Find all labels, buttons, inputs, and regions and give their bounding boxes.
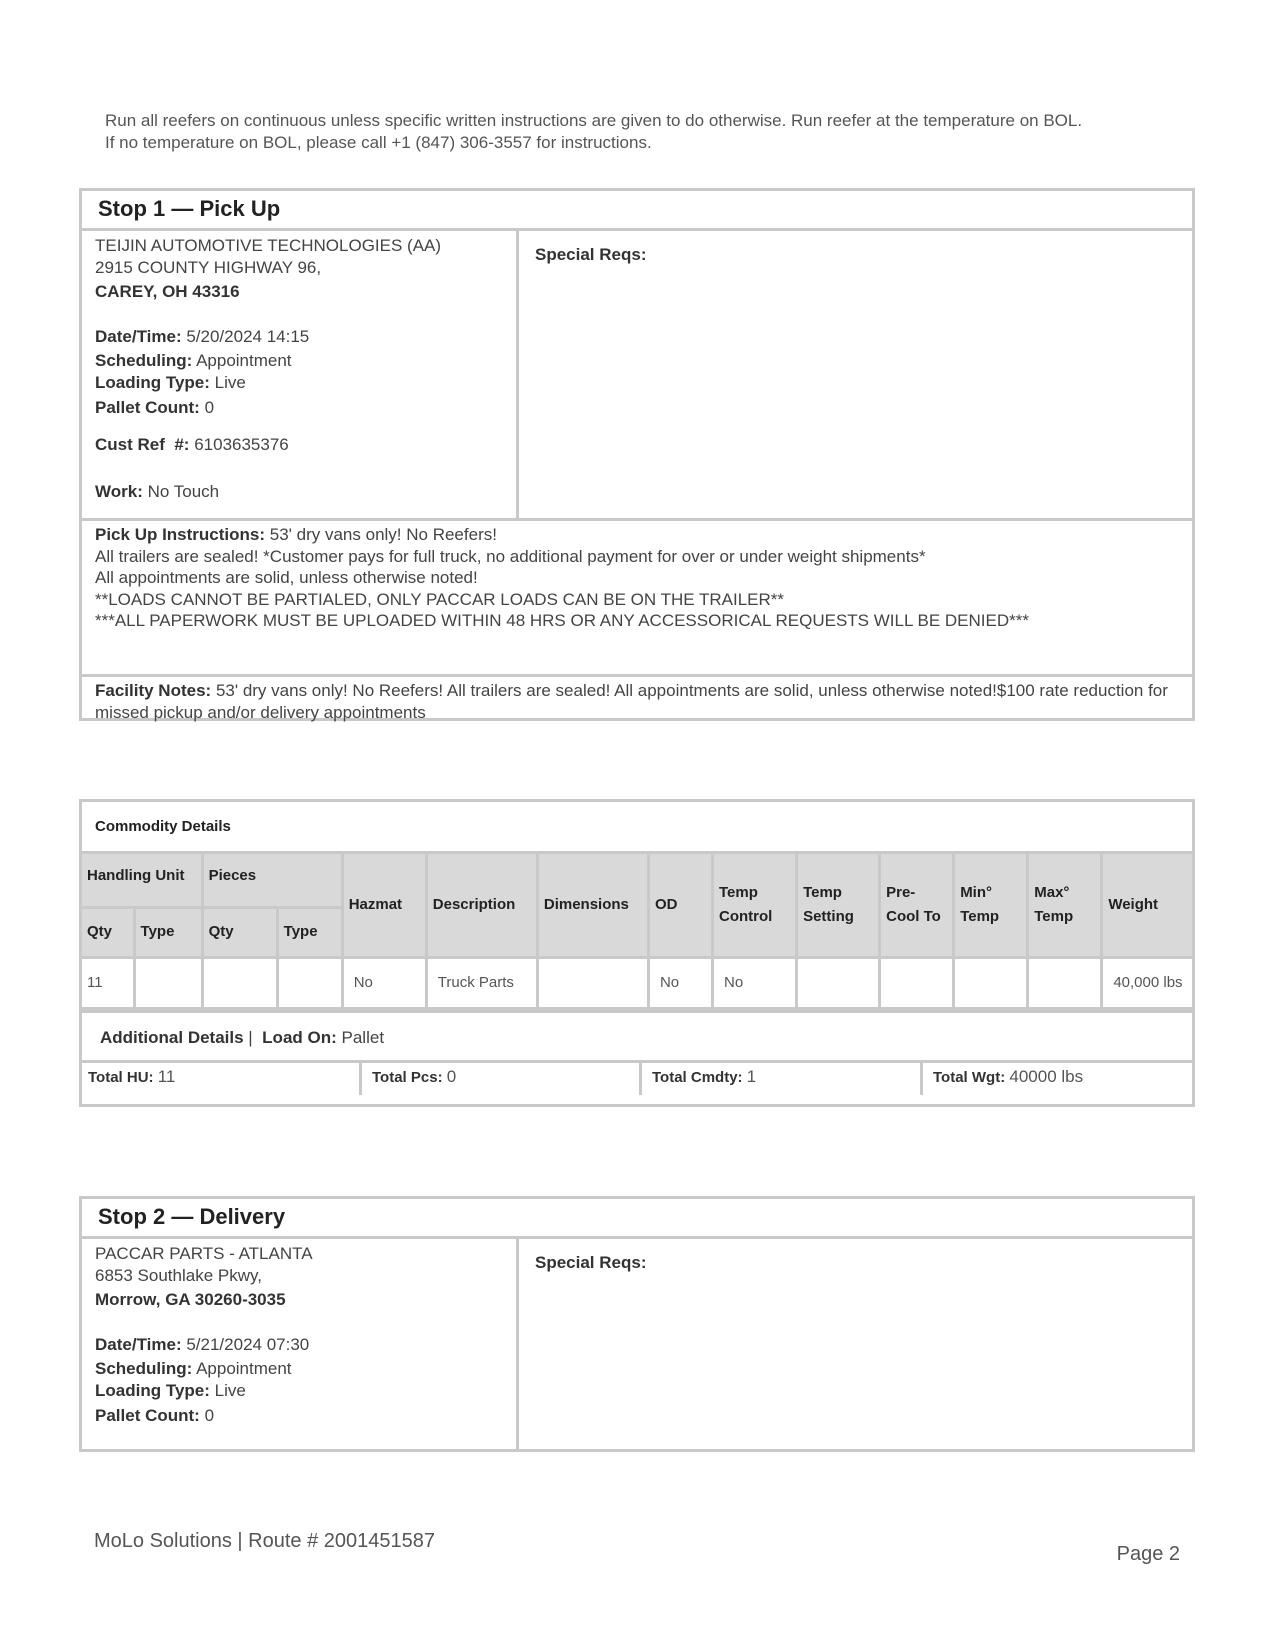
- load-on-label: Load On:: [262, 1027, 337, 1047]
- stop-2-title: Stop 2 — Delivery: [82, 1199, 1192, 1239]
- cell-description: Truck Parts: [426, 957, 537, 1008]
- pickup-instructions-label: Pick Up Instructions:: [95, 525, 266, 544]
- pickup-instructions: [82, 518, 1192, 674]
- header-od: OD: [648, 854, 712, 957]
- header-temp-control: Temp Control: [713, 854, 797, 957]
- stop-2-loading: Live: [214, 1381, 246, 1400]
- total-hu-value: 11: [157, 1066, 176, 1086]
- cell-max-temp: [1028, 957, 1102, 1008]
- pickup-instructions-line: All trailers are sealed! *Customer pays for full truck, no additional payment for over or under weight shipments*: [95, 546, 926, 566]
- stop-1-custref: 6103635376: [194, 435, 289, 454]
- stop-1-pallet-label: Pallet Count:: [95, 398, 200, 417]
- additional-details: Additional Details | Load On: Pallet: [82, 1010, 1192, 1063]
- stop-2-details: [82, 1239, 519, 1449]
- load-on-value: Pallet: [341, 1027, 385, 1047]
- page-number: Page 2: [1116, 1543, 1180, 1565]
- intro-line-2: If no temperature on BOL, please call +1 (847) 306-3557 for instructions.: [105, 133, 652, 152]
- cell-min-temp: [954, 957, 1028, 1008]
- pickup-instructions-first: 53' dry vans only! No Reefers!: [269, 525, 497, 544]
- stop-1-loading: Live: [214, 373, 246, 392]
- stop-1-pallet: 0: [204, 398, 215, 417]
- stop-2-special-label: Special Reqs:: [535, 1253, 647, 1272]
- header-min-temp: Min° Temp: [954, 854, 1028, 957]
- reefer-instructions: [105, 110, 1185, 154]
- stop-2-name: PACCAR PARTS - ATLANTA: [95, 1244, 313, 1263]
- stop-2-card: [79, 1196, 1195, 1452]
- facility-notes-label: Facility Notes:: [95, 681, 212, 700]
- stop-1-scheduling-label: Scheduling:: [95, 351, 193, 370]
- total-pcs-value: 0: [446, 1066, 457, 1086]
- header-dimensions: Dimensions: [537, 854, 648, 957]
- cell-pc-qty: [202, 957, 277, 1008]
- total-hu: [82, 1063, 362, 1095]
- cell-hazmat: No: [342, 957, 426, 1008]
- cell-od: No: [648, 957, 712, 1008]
- stop-1-card: [79, 188, 1195, 721]
- cell-temp-control: No: [713, 957, 797, 1008]
- stop-1-title: Stop 1 — Pick Up: [82, 191, 1192, 231]
- stop-2-datetime: 5/21/2024 07:30: [186, 1335, 310, 1354]
- commodity-table: [82, 854, 1192, 1010]
- intro-line-1: Run all reefers on continuous unless specific written instructions are given to do otherwise. Run reefer at the temperature on BOL.: [105, 111, 1083, 130]
- header-description: Description: [426, 854, 537, 957]
- total-wgt-label: Total Wgt:: [933, 1068, 1006, 1086]
- commodity-details-card: [79, 799, 1195, 1107]
- header-temp-setting: Temp Setting: [797, 854, 880, 957]
- cell-temp-setting: [797, 957, 880, 1008]
- stop-2-special-reqs: [519, 1239, 1192, 1449]
- total-cmdty-label: Total Cmdty:: [652, 1068, 743, 1086]
- stop-2-pallet: 0: [204, 1406, 215, 1425]
- cell-hu-type: [134, 957, 202, 1008]
- header-weight: Weight: [1102, 854, 1192, 957]
- header-pieces: Pieces: [202, 854, 342, 907]
- header-hazmat: Hazmat: [342, 854, 426, 957]
- stop-1-special-reqs: [519, 231, 1192, 518]
- facility-notes: [82, 674, 1192, 721]
- totals-row: [82, 1063, 1192, 1095]
- total-wgt-value: 40000 lbs: [1009, 1066, 1084, 1086]
- total-cmdty: [642, 1063, 923, 1095]
- cell-pc-type: [277, 957, 342, 1008]
- stop-1-city: CAREY, OH 43316: [95, 282, 240, 301]
- header-pc-qty: Qty: [202, 907, 277, 957]
- cell-precool: [880, 957, 954, 1008]
- table-row: [82, 957, 1192, 1008]
- total-cmdty-value: 1: [746, 1066, 757, 1086]
- stop-2-address: 6853 Southlake Pkwy,: [95, 1266, 262, 1285]
- stop-2-city: Morrow, GA 30260-3035: [95, 1290, 286, 1309]
- cell-hu-qty: 11: [82, 957, 134, 1008]
- header-hu-qty: Qty: [82, 907, 134, 957]
- stop-1-loading-label: Loading Type:: [95, 373, 210, 392]
- header-handling-unit: Handling Unit: [82, 854, 202, 907]
- stop-1-scheduling: Appointment: [196, 351, 292, 370]
- header-max-temp: Max° Temp: [1028, 854, 1102, 957]
- stop-1-datetime: 5/20/2024 14:15: [186, 327, 310, 346]
- additional-details-label: Additional Details: [100, 1027, 244, 1047]
- commodity-details-title: Commodity Details: [82, 802, 1192, 854]
- pickup-instructions-line: ***ALL PAPERWORK MUST BE UPLOADED WITHIN 48 HRS OR ANY ACCESSORICAL REQUESTS WILL BE DENIED***: [95, 611, 1029, 630]
- footer-route: MoLo Solutions | Route # 2001451587: [94, 1530, 436, 1552]
- pickup-instructions-line: **LOADS CANNOT BE PARTIALED, ONLY PACCAR LOADS CAN BE ON THE TRAILER**: [95, 589, 785, 609]
- cell-weight: 40,000 lbs: [1102, 957, 1192, 1008]
- stop-1-datetime-label: Date/Time:: [95, 327, 182, 346]
- stop-1-name: TEIJIN AUTOMOTIVE TECHNOLOGIES (AA): [95, 236, 442, 255]
- stop-2-scheduling: Appointment: [196, 1359, 292, 1378]
- stop-1-special-label: Special Reqs:: [535, 245, 647, 264]
- pickup-instructions-line: All appointments are solid, unless otherwise noted!: [95, 568, 478, 587]
- stop-2-loading-label: Loading Type:: [95, 1381, 210, 1400]
- header-hu-type: Type: [134, 907, 202, 957]
- stop-1-details: [82, 231, 519, 518]
- total-hu-label: Total HU:: [88, 1068, 154, 1086]
- cell-dimensions: [537, 957, 648, 1008]
- total-pcs-label: Total Pcs:: [372, 1068, 443, 1086]
- stop-1-work: No Touch: [147, 482, 220, 501]
- stop-1-work-label: Work:: [95, 482, 143, 501]
- stop-2-scheduling-label: Scheduling:: [95, 1359, 193, 1378]
- stop-1-address: 2915 COUNTY HIGHWAY 96,: [95, 258, 322, 277]
- header-pc-type: Type: [277, 907, 342, 957]
- stop-2-pallet-label: Pallet Count:: [95, 1406, 200, 1425]
- facility-notes-text: 53' dry vans only! No Reefers! All trailers are sealed! All appointments are solid, unless otherwise noted!$100 rate reduction for missed pickup and/or delivery appointments: [95, 681, 1168, 722]
- header-precool: Pre-Cool To: [880, 854, 954, 957]
- stop-1-custref-label: Cust Ref #:: [95, 435, 190, 454]
- total-wgt: [923, 1063, 1192, 1095]
- stop-2-datetime-label: Date/Time:: [95, 1335, 182, 1354]
- total-pcs: [362, 1063, 642, 1095]
